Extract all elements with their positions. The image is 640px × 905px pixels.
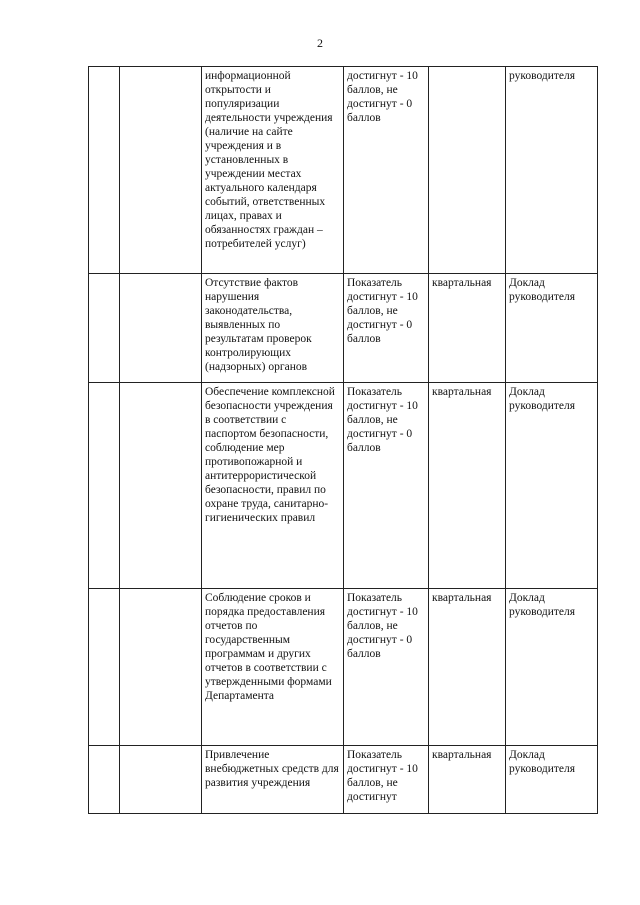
table-row — [89, 383, 598, 589]
report-cell: Доклад руководителя — [506, 589, 598, 746]
table-row — [89, 746, 598, 814]
empty-cell — [89, 274, 120, 383]
report-cell: руководителя — [506, 67, 598, 274]
table-row — [89, 274, 598, 383]
empty-cell — [89, 746, 120, 814]
empty-cell — [120, 746, 202, 814]
empty-cell — [120, 274, 202, 383]
empty-cell — [120, 67, 202, 274]
empty-cell — [89, 589, 120, 746]
page-number: 2 — [317, 36, 323, 50]
criterion-cell: Обеспечение комплексной безопасности учреждения в соответствии с паспортом безопасности, соблюдение мер противопожарной и антитеррористической безопасности, правил по охране труда, санитарно-гигиенических правил — [202, 383, 344, 589]
indicator-cell: достигнут - 10 баллов, не достигнут - 0 баллов — [344, 67, 429, 274]
empty-cell — [89, 67, 120, 274]
periodicity-cell: квартальная — [429, 746, 506, 814]
periodicity-cell: квартальная — [429, 274, 506, 383]
periodicity-cell: квартальная — [429, 589, 506, 746]
indicator-cell: Показатель достигнут - 10 баллов, не достигнут - 0 баллов — [344, 274, 429, 383]
criteria-table — [88, 66, 598, 814]
report-cell: Доклад руководителя — [506, 274, 598, 383]
report-cell: Доклад руководителя — [506, 383, 598, 589]
criterion-cell: информационной открытости и популяризации деятельности учреждения (наличие на сайте учреждения и в установленных в учреждении местах актуального календаря событий, ответственных лицах, правах и обязанностях граждан – потребителей услуг) — [202, 67, 344, 274]
indicator-cell: Показатель достигнут - 10 баллов, не достигнут — [344, 746, 429, 814]
table-row — [89, 589, 598, 746]
empty-cell — [120, 589, 202, 746]
criterion-cell: Отсутствие фактов нарушения законодательства, выявленных по результатам проверок контролирующих (надзорных) органов — [202, 274, 344, 383]
empty-cell — [89, 383, 120, 589]
table-row — [89, 67, 598, 274]
criterion-cell: Соблюдение сроков и порядка предоставления отчетов по государственным программам и других отчетов в соответствии с утвержденными формами Департамента — [202, 589, 344, 746]
periodicity-cell — [429, 67, 506, 274]
indicator-cell: Показатель достигнут - 10 баллов, не достигнут - 0 баллов — [344, 383, 429, 589]
criterion-cell: Привлечение внебюджетных средств для развития учреждения — [202, 746, 344, 814]
empty-cell — [120, 383, 202, 589]
report-cell: Доклад руководителя — [506, 746, 598, 814]
periodicity-cell: квартальная — [429, 383, 506, 589]
indicator-cell: Показатель достигнут - 10 баллов, не достигнут - 0 баллов — [344, 589, 429, 746]
